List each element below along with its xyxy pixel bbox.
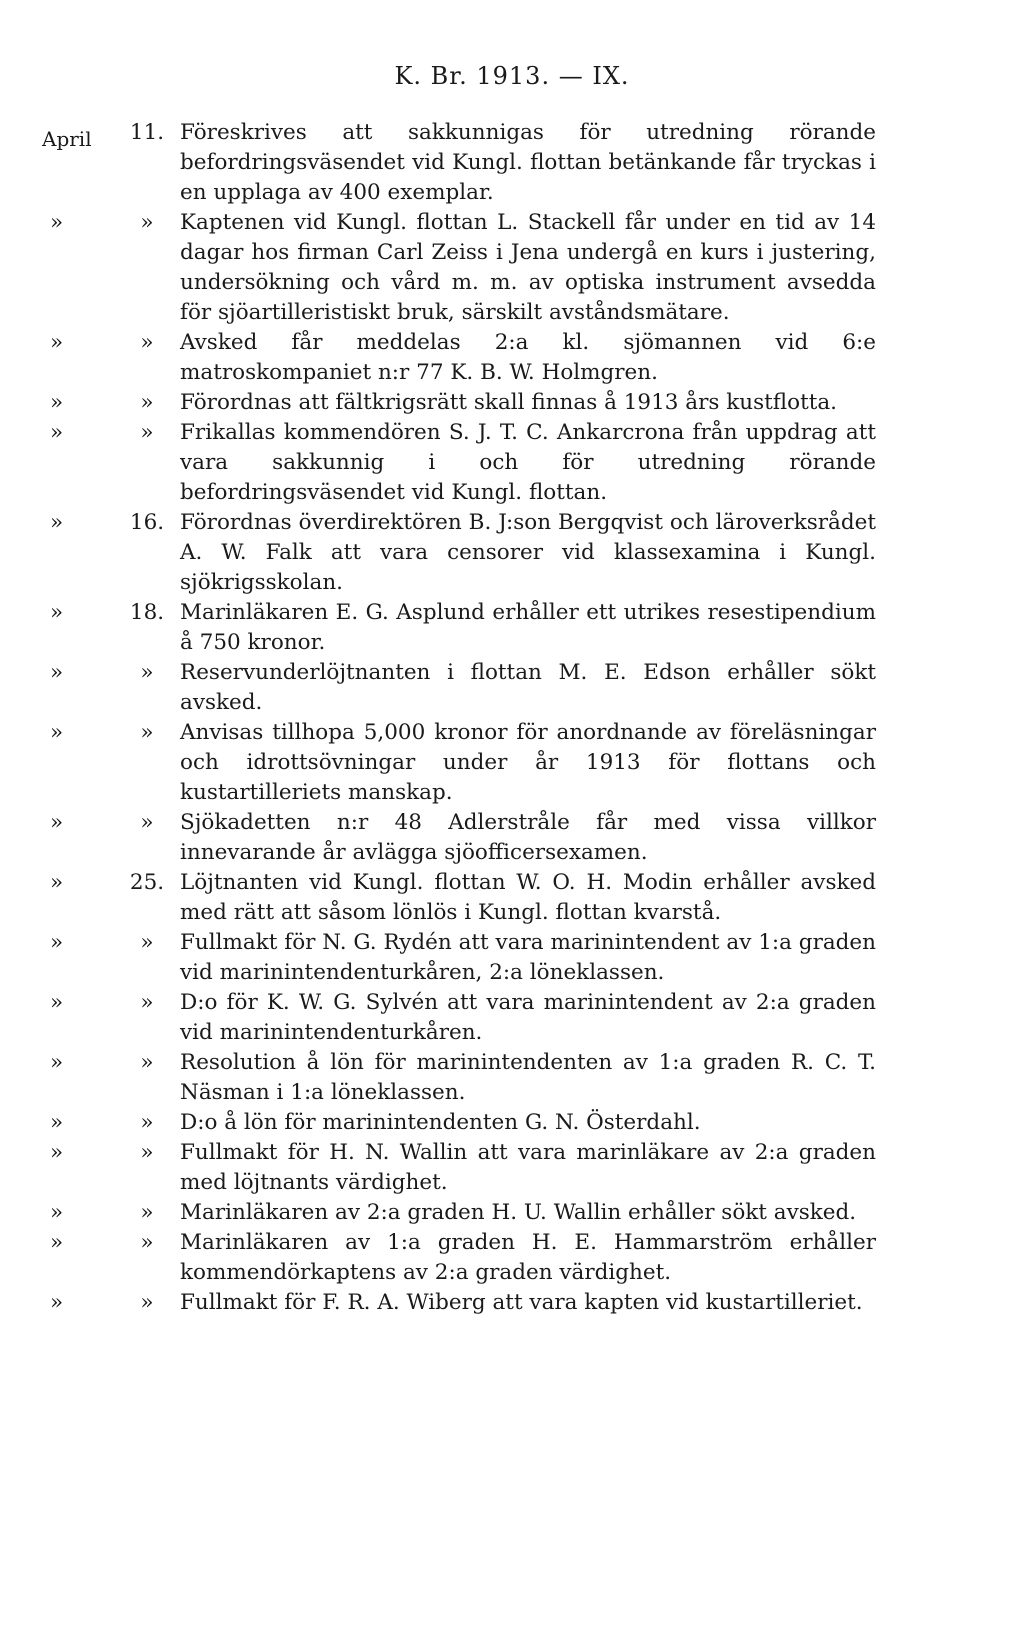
entry-text: Förordnas överdirektören B. J:son Bergqvist och läroverksrådet A. W. Falk att vara censorer vid klassexamina i Kungl. sjökrigsskolan. [180,510,876,595]
entry-text: Resolution å lön för marinintendenten av 1:a graden R. C. T. Näsman i 1:a löneklassen. [180,1050,876,1105]
entry-month-label: » [50,600,64,625]
entry-month [50,928,114,988]
entry-month-label: » [50,1200,64,1225]
entry-list [42,118,876,1318]
list-item [50,1048,876,1108]
entry-text: Marinläkaren E. G. Asplund erhåller ett utrikes resestipendium å 750 kronor. [180,600,876,655]
entry-month-label: » [50,1140,64,1165]
entry-month [50,208,114,328]
entry-day: » [140,720,154,745]
entry-month [50,1228,114,1288]
entry-text: Fullmakt för N. G. Rydén att vara marinintendent av 1:a graden vid marinintendenturkåren, 2:a löneklassen. [180,930,876,985]
entry-text: Anvisas tillhopa 5,000 kronor för anordnande av föreläsningar och idrottsövningar under år 1913 för flottans och kustartilleriets manskap. [180,720,876,805]
entry-text: Föreskrives att sakkunnigas för utredning rörande befordringsväsendet vid Kungl. flottan betänkande får tryckas i en upplaga av 400 exemplar. [180,120,876,205]
entry-day: 25. [129,870,165,895]
entry-day: » [140,1140,154,1165]
entry-day: 16. [129,510,165,535]
list-item [50,1108,876,1138]
entry-month-label: » [50,990,64,1015]
entry-month [50,1138,114,1198]
entry-text: Marinläkaren av 2:a graden H. U. Wallin erhåller sökt avsked. [180,1200,857,1225]
entry-day: » [140,390,154,415]
entry-month-label: » [50,930,64,955]
entry-month [50,1198,114,1228]
entry-month [50,658,114,718]
page-header: K. Br. 1913. — IX. [394,62,630,90]
entry-text: Förordnas att fältkrigsrätt skall finnas å 1913 års kustflotta. [180,390,838,415]
entry-month [50,808,114,868]
entry-month [42,118,114,208]
entry-month-label: » [50,1110,64,1135]
entry-day: » [140,810,154,835]
entry-text: Frikallas kommendören S. J. T. C. Ankarcrona från uppdrag att vara sakkunnig i och för utredning rörande befordringsväsendet vid Kungl. flottan. [180,420,876,505]
list-item [50,598,876,658]
entry-month-label: » [50,1050,64,1075]
list-item [50,418,876,508]
list-item [50,808,876,868]
entry-month [50,718,114,808]
entry-month-label: » [50,1230,64,1255]
entry-month-label: » [50,660,64,685]
entry-day: » [140,1230,154,1255]
entry-day: » [140,330,154,355]
entry-month-label: » [50,390,64,415]
list-item [50,868,876,928]
entry-day: » [140,1050,154,1075]
entry-month-label: » [50,210,64,235]
entry-day: » [140,210,154,235]
entry-text: D:o för K. W. G. Sylvén att vara marinintendent av 2:a graden vid marinintendenturkåren. [180,990,876,1045]
list-item [50,988,876,1048]
list-item [50,508,876,598]
entry-text: Marinläkaren av 1:a graden H. E. Hammarström erhåller kommendörkaptens av 2:a graden värdighet. [180,1230,876,1285]
entry-day: » [140,1290,154,1315]
entry-month [50,1288,114,1318]
entry-text: Sjökadetten n:r 48 Adlerstråle får med vissa villkor innevarande år avlägga sjöofficersexamen. [180,810,876,865]
entry-text: Kaptenen vid Kungl. flottan L. Stackell får under en tid av 14 dagar hos firman Carl Zeiss i Jena undergå en kurs i justering, undersökning och vård m. m. av optiska instrument avsedda för sjöartilleristiskt bruk, särskilt avståndsmätare. [180,210,876,325]
entry-month [50,418,114,508]
list-item [50,1138,876,1198]
entry-month [50,598,114,658]
entry-month [50,328,114,388]
entry-month [50,1108,114,1138]
entry-text: Avsked får meddelas 2:a kl. sjömannen vid 6:e matroskompaniet n:r 77 K. B. W. Holmgren. [180,330,876,385]
entry-month-label: » [50,330,64,355]
list-item [50,208,876,328]
entry-text: Fullmakt för F. R. A. Wiberg att vara kapten vid kustartilleriet. [180,1290,863,1315]
entry-day: » [140,1110,154,1135]
list-item [50,928,876,988]
entry-month [50,988,114,1048]
entry-month [50,868,114,928]
list-item [50,1288,876,1318]
entry-month [50,1048,114,1108]
entry-month-label: » [50,720,64,745]
list-item [50,1228,876,1288]
entry-day: 11. [129,120,165,145]
entry-month [50,388,114,418]
list-item [50,1198,876,1228]
entry-month-label: » [50,420,64,445]
entry-text: Reservunderlöjtnanten i flottan M. E. Edson erhåller sökt avsked. [180,660,876,715]
entry-month-label: » [50,510,64,535]
entry-month-label: » [50,1290,64,1315]
list-item [42,118,876,208]
entry-text: Löjtnanten vid Kungl. flottan W. O. H. Modin erhåller avsked med rätt att såsom lönlös i Kungl. flottan kvarstå. [180,870,876,925]
list-item [50,388,876,418]
entry-day: » [140,990,154,1015]
list-item [50,328,876,388]
entry-month-label: » [50,870,64,895]
entry-month [50,508,114,598]
entry-day: » [140,1200,154,1225]
entry-text: Fullmakt för H. N. Wallin att vara marinläkare av 2:a graden med löjtnants värdighet. [180,1140,876,1195]
entry-day: 18. [129,600,165,625]
entry-month-label: » [50,810,64,835]
entry-day: » [140,930,154,955]
list-item [50,718,876,808]
entry-text: D:o å lön för marinintendenten G. N. Österdahl. [180,1110,701,1135]
list-item [50,658,876,718]
entry-day: » [140,420,154,445]
entry-month-label: April [42,127,92,151]
entry-day: » [140,660,154,685]
